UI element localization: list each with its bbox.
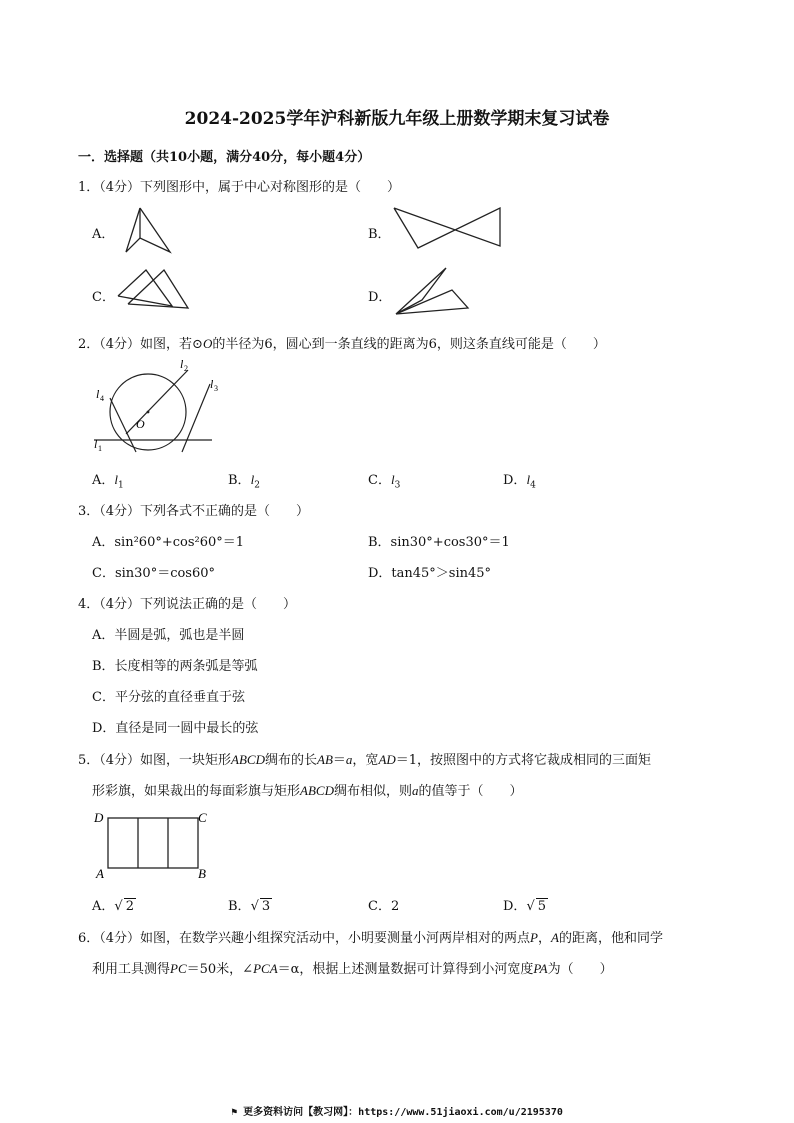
q5-l1-i: ＝1，按照图中的方式将它裁成相同的三面矩 bbox=[395, 753, 652, 768]
q2-option-a bbox=[92, 469, 124, 491]
q6-l2-pc: PC bbox=[170, 961, 187, 976]
q6-l2-b: ＝50米，∠ bbox=[186, 962, 254, 977]
q1-figure-b bbox=[392, 206, 504, 252]
q1-option-a-label: A． bbox=[92, 227, 115, 242]
q5-l1-e: ＝ bbox=[332, 753, 346, 768]
q5-figure-rectangle bbox=[92, 808, 218, 880]
q6-l1-end: 的距离，他和同学 bbox=[558, 931, 663, 946]
sqrt-symbol-a: √ 2 bbox=[114, 899, 134, 914]
q2-option-b-sub: 2 bbox=[254, 480, 260, 491]
q1-figure-d bbox=[392, 266, 474, 318]
q2-option-b bbox=[228, 469, 260, 491]
q1-option-b-label: B． bbox=[368, 227, 391, 242]
q2-option-c-sub: 3 bbox=[394, 480, 401, 491]
q6-l1-sep: ， bbox=[538, 931, 552, 946]
q6-l1-a: A bbox=[551, 930, 559, 945]
q2-fig-label-l1: l bbox=[94, 437, 98, 451]
q4-option-d: D．直径是同一圆中最长的弦 bbox=[92, 721, 259, 736]
q6-l2-pa: PA bbox=[533, 961, 548, 976]
q3-option-d: D．tan45°＞sin45° bbox=[368, 566, 492, 581]
q5-option-b bbox=[228, 895, 272, 914]
footer-text: 更多资料访问【教习网】：https://www.51jiaoxi.com/u/2195370 bbox=[243, 1107, 563, 1118]
q5-l2-a: 形彩旗，如果裁出的每面彩旗与矩形 bbox=[92, 784, 301, 799]
q2-option-c bbox=[368, 469, 400, 491]
q2-option-c-pre: C． bbox=[368, 473, 391, 488]
q5-option-d-pre: D． bbox=[503, 899, 527, 914]
question-2-stem bbox=[78, 333, 606, 352]
q2-option-d bbox=[503, 469, 536, 491]
q1-option-c-label: C． bbox=[92, 290, 115, 305]
question-5-line-2 bbox=[92, 780, 523, 799]
question-4-stem: 4．（4分）下列说法正确的是（ ） bbox=[78, 597, 297, 612]
q6-l2-a: 利用工具测得 bbox=[92, 962, 171, 977]
question-6-line-1 bbox=[78, 927, 663, 946]
q2-fig-label-l2: l bbox=[180, 357, 184, 371]
sqrt-symbol-d: √ 5 bbox=[526, 899, 547, 914]
q5-option-d-radicand: 5 bbox=[537, 899, 547, 914]
page-title: 2024-2025学年沪科新版九年级上册数学期末复习试卷 bbox=[184, 109, 610, 129]
q2-fig-sub-l2: 2 bbox=[184, 364, 188, 373]
q6-l1-p: P bbox=[530, 930, 538, 945]
q5-l1-h: AD bbox=[378, 752, 396, 767]
q5-l1-f: a bbox=[345, 752, 353, 767]
q5-l1-d: AB bbox=[317, 752, 333, 767]
q3-option-c: C．sin30°＝cos60° bbox=[92, 566, 216, 581]
q3-option-a: A．sin²60°+cos²60°＝1 bbox=[92, 535, 245, 550]
section-heading-choice: 一．选择题（共10小题，满分40分，每小题4分） bbox=[78, 150, 371, 165]
q5-l1-g: ，宽 bbox=[352, 753, 379, 768]
q2-figure bbox=[92, 358, 222, 454]
q2-option-a-var: l bbox=[114, 472, 119, 487]
q2-fig-label-l4: l bbox=[96, 387, 100, 401]
q5-option-c: C．2 bbox=[368, 899, 400, 914]
q4-option-a: A．半圆是弧，弧也是半圆 bbox=[92, 628, 245, 643]
q5-option-d bbox=[503, 895, 548, 914]
question-1-stem: 1．（4分）下列图形中，属于中心对称图形的是（ ） bbox=[78, 180, 401, 195]
q2-fig-label-o: O bbox=[136, 417, 145, 431]
q2-option-b-pre: B． bbox=[228, 473, 251, 488]
q2-fig-label-l3: l bbox=[210, 377, 214, 391]
q5-option-a-pre: A． bbox=[92, 899, 115, 914]
q5-fig-label-b: B bbox=[198, 866, 206, 881]
q5-l1-c: 绸布的长 bbox=[265, 753, 318, 768]
q5-l2-e: 的值等于（ ） bbox=[418, 784, 523, 799]
q2-stem-post: 的半径为6，圆心到一条直线的距离为6，则这条直线可能是（ ） bbox=[212, 337, 606, 352]
q1-option-d-label: D． bbox=[368, 290, 392, 305]
q5-option-b-radicand: 3 bbox=[261, 899, 271, 914]
q5-l2-c: 绸布相似，则 bbox=[333, 784, 412, 799]
sqrt-symbol-b: √ 3 bbox=[250, 899, 271, 914]
q2-option-d-sub: 4 bbox=[530, 480, 536, 491]
q3-option-b: B．sin30°+cos30°＝1 bbox=[368, 535, 510, 550]
q6-l2-pca: PCA bbox=[253, 961, 278, 976]
q2-stem-pre: 2．（4分）如图，若⊙ bbox=[78, 337, 203, 352]
q2-option-a-sub: 1 bbox=[118, 480, 124, 491]
q6-l1-text: 6．（4分）如图，在数学兴趣小组探究活动中，小明要测量小河两岸相对的两点 bbox=[78, 931, 531, 946]
q2-fig-sub-l1: 1 bbox=[98, 444, 102, 453]
q6-l2-c: ＝α，根据上述测量数据可计算得到小河宽度 bbox=[277, 962, 534, 977]
q6-l2-d: 为（ ） bbox=[547, 962, 613, 977]
q5-fig-label-a: A bbox=[96, 866, 104, 881]
q5-option-b-pre: B． bbox=[228, 899, 251, 914]
q2-fig-sub-l4: 4 bbox=[100, 394, 104, 403]
q5-l2-d: a bbox=[411, 783, 419, 798]
q5-option-a-radicand: 2 bbox=[125, 899, 134, 914]
footer-link[interactable] bbox=[0, 1103, 794, 1118]
q5-l1-a: 5．（4分）如图，一块矩形 bbox=[78, 753, 232, 768]
q2-fig-sub-l3: 3 bbox=[214, 384, 218, 393]
q5-l2-b: ABCD bbox=[300, 783, 334, 798]
q5-fig-label-c: C bbox=[198, 810, 207, 825]
q1-figure-c bbox=[116, 266, 192, 310]
question-5-line-1 bbox=[78, 749, 651, 768]
q4-option-c: C．平分弦的直径垂直于弦 bbox=[92, 690, 245, 705]
q5-l1-b: ABCD bbox=[231, 752, 265, 767]
q1-figure-a bbox=[118, 204, 178, 256]
q5-fig-label-d: D bbox=[94, 810, 104, 825]
q2-option-a-pre: A． bbox=[92, 473, 115, 488]
question-3-stem: 3．（4分）下列各式不正确的是（ ） bbox=[78, 504, 310, 519]
q2-option-d-pre: D． bbox=[503, 473, 527, 488]
flag-icon: ⚑ bbox=[231, 1107, 244, 1118]
q4-option-b: B．长度相等的两条弧是等弧 bbox=[92, 659, 258, 674]
q2-option-d-var: l bbox=[526, 472, 531, 487]
q2-option-c-var: l bbox=[390, 472, 395, 487]
q2-stem-var: O bbox=[202, 336, 213, 351]
q5-option-a bbox=[92, 895, 136, 914]
q2-option-b-var: l bbox=[250, 472, 255, 487]
question-6-line-2 bbox=[92, 958, 613, 977]
